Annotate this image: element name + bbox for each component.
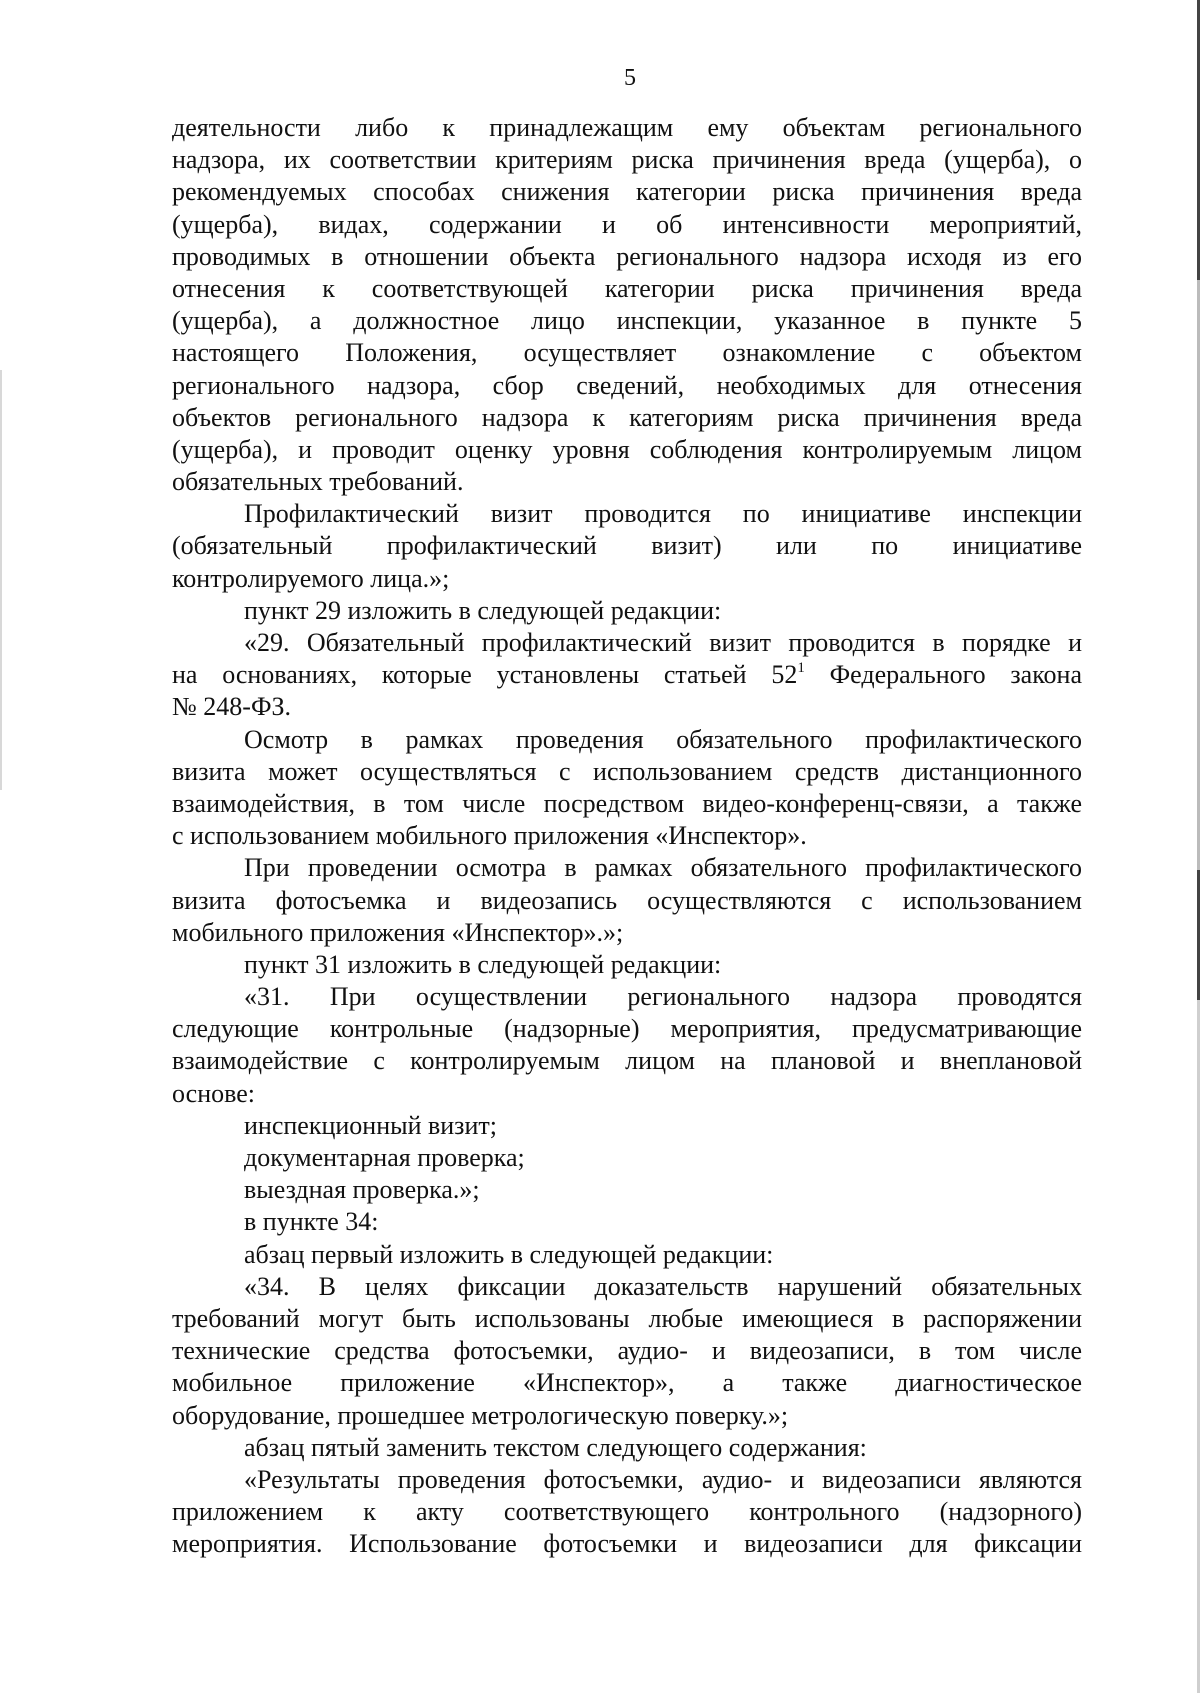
- paragraph-first-line: Профилактический визит проводится по инициативе инспекции: [244, 499, 1082, 529]
- text-line: оборудование, прошедшее метрологическую поверку.»;: [172, 1400, 789, 1430]
- text-line: мобильного приложения «Инспектор».»;: [172, 917, 624, 947]
- text-line: надзора, их соответствии критериям риска причинения вреда (ущерба), о: [172, 145, 1082, 175]
- paragraph-first-line: в пункте 34:: [244, 1207, 379, 1237]
- list-item: выездная проверка.»;: [244, 1175, 480, 1205]
- text-line: мероприятия. Использование фотосъемки и видеозаписи для фиксации: [172, 1529, 1082, 1559]
- text-line: взаимодействие с контролируемым лицом на плановой и внеплановой: [172, 1046, 1082, 1076]
- paragraph-first-line: «34. В целях фиксации доказательств нарушений обязательных: [244, 1271, 1082, 1301]
- scan-edge-left: [0, 370, 2, 790]
- text-fragment: на основаниях, которые установлены статьей 52: [172, 660, 798, 690]
- text-line: регионального надзора, сбор сведений, необходимых для отнесения: [172, 370, 1082, 400]
- text-line: мобильное приложение «Инспектор», а также диагностическое: [172, 1368, 1082, 1398]
- text-line: (ущерба), а должностное лицо инспекции, указанное в пункте 5: [172, 306, 1082, 336]
- text-line: визита может осуществляться с использованием средств дистанционного: [172, 756, 1082, 786]
- text-line: контролируемого лица.»;: [172, 563, 450, 593]
- text-line: отнесения к соответствующей категории риска причинения вреда: [172, 273, 1082, 303]
- text-line: обязательных требований.: [172, 467, 464, 497]
- paragraph-first-line: Осмотр в рамках проведения обязательного профилактического: [244, 724, 1082, 754]
- paragraph-first-line: абзац пятый заменить текстом следующего содержания:: [244, 1432, 867, 1462]
- text-line: деятельности либо к принадлежащим ему объектам регионального: [172, 113, 1082, 142]
- text-line: требований могут быть использованы любые имеющиеся в распоряжении: [172, 1303, 1082, 1333]
- text-line-with-superscript: [172, 659, 1082, 691]
- text-line: объектов регионального надзора к категориям риска причинения вреда: [172, 402, 1082, 432]
- text-line: настоящего Положения, осуществляет ознакомление с объектом: [172, 338, 1082, 368]
- text-line: (ущерба), видах, содержании и об интенсивности мероприятий,: [172, 209, 1082, 239]
- paragraph-first-line: «Результаты проведения фотосъемки, аудио- и видеозаписи являются: [244, 1464, 1082, 1494]
- text-line: взаимодействия, в том числе посредством видео-конференц-связи, а также: [172, 788, 1082, 818]
- paragraph-first-line: пункт 31 изложить в следующей редакции:: [244, 949, 722, 979]
- text-line: № 248-ФЗ.: [172, 692, 292, 722]
- text-line: (ущерба), и проводит оценку уровня соблюдения контролируемым лицом: [172, 434, 1082, 464]
- paragraph-first-line: «29. Обязательный профилактический визит проводится в порядке и: [244, 628, 1082, 657]
- page-number: 5: [624, 65, 636, 91]
- text-fragment: Федерального закона: [804, 660, 1082, 690]
- paragraph-first-line: «31. При осуществлении регионального надзора проводятся: [244, 982, 1082, 1012]
- text-line: рекомендуемых способах снижения категории риска причинения вреда: [172, 177, 1082, 207]
- text-line: технические средства фотосъемки, аудио- и видеозаписи, в том числе: [172, 1336, 1082, 1366]
- paragraph-first-line: абзац первый изложить в следующей редакции:: [244, 1239, 774, 1269]
- paragraph-first-line: пункт 29 изложить в следующей редакции:: [244, 595, 722, 625]
- document-body: [172, 112, 1082, 1560]
- text-line: с использованием мобильного приложения «Инспектор».: [172, 821, 807, 851]
- text-line: визита фотосъемка и видеозапись осуществляются с использованием: [172, 885, 1082, 915]
- text-line: основе:: [172, 1078, 255, 1108]
- text-line: приложением к акту соответствующего контрольного (надзорного): [172, 1497, 1082, 1527]
- text-line: (обязательный профилактический визит) или по инициативе: [172, 531, 1082, 561]
- paragraph-first-line: При проведении осмотра в рамках обязательного профилактического: [244, 853, 1082, 883]
- list-item: инспекционный визит;: [244, 1110, 497, 1140]
- list-item: документарная проверка;: [244, 1143, 525, 1172]
- text-line: следующие контрольные (надзорные) мероприятия, предусматривающие: [172, 1014, 1082, 1044]
- superscript: 1: [797, 659, 805, 676]
- text-line: проводимых в отношении объекта регионального надзора исходя из его: [172, 241, 1082, 271]
